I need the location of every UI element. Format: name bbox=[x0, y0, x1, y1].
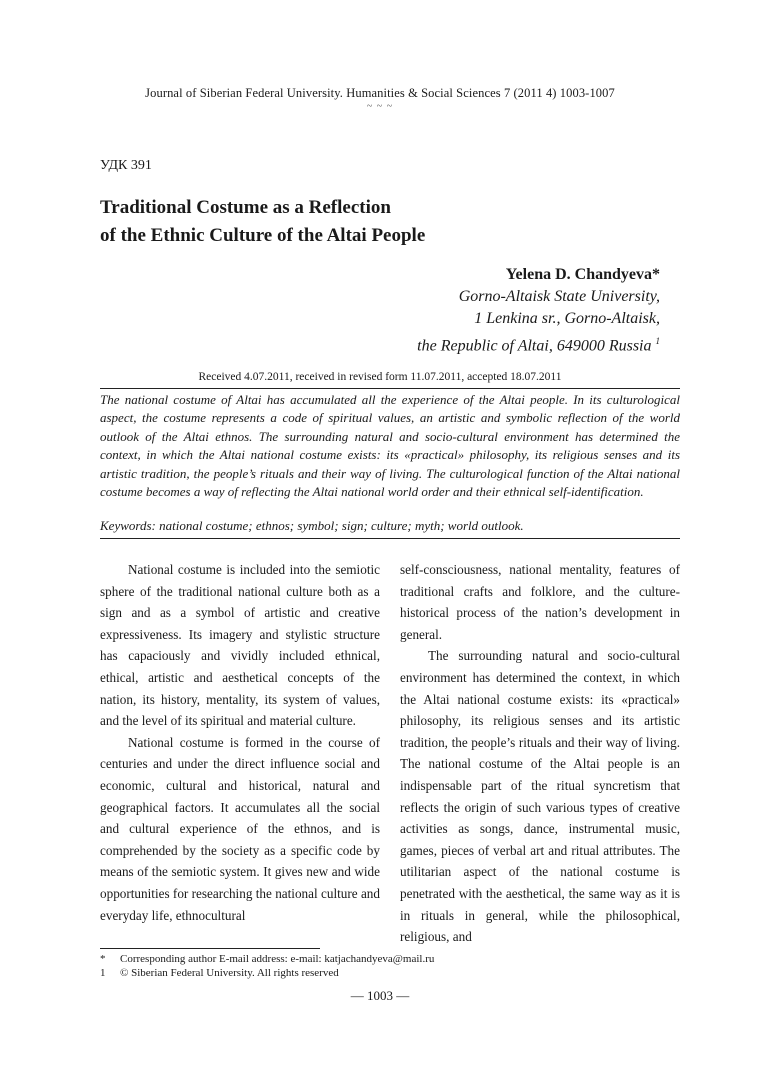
abstract-top-rule bbox=[100, 388, 680, 389]
author-block bbox=[417, 264, 660, 357]
header-ornament: ~ ~ ~ bbox=[366, 101, 394, 112]
udk-code: УДК 391 bbox=[100, 158, 152, 173]
abstract-bottom-rule bbox=[100, 538, 680, 539]
body-column-right bbox=[400, 559, 680, 948]
keywords: Keywords: national costume; ethnos; symbol; sign; culture; myth; world outlook. bbox=[100, 518, 524, 533]
body-paragraph: National costume is formed in the course of centuries and under the direct influence social and economic, cultural and historical, natural and geographical factors. It accumulates all the social and cultural experience of the ethnos, and is comprehended by the society as a specific code by means of the semiotic system. It gives new and wide opportunities for researching the national culture and everyday life, ethnocultural bbox=[100, 734, 380, 923]
affiliation-line-2: 1 Lenkina sr., Gorno-Altaisk, bbox=[474, 310, 660, 327]
affiliation-line-1: Gorno-Altaisk State University, bbox=[458, 288, 660, 305]
footnote-mark: 1 bbox=[100, 967, 106, 979]
title-line-1: Traditional Costume as a Reflection bbox=[100, 197, 391, 218]
footnote-text: Corresponding author E-mail address: e-mail: katjachandyeva@mail.ru bbox=[120, 953, 435, 965]
body-column-left bbox=[100, 559, 380, 926]
footnote bbox=[100, 952, 434, 966]
article-title bbox=[100, 194, 660, 250]
journal-header: Journal of Siberian Federal University. Humanities & Social Sciences 7 (2011 4) 1003-1007 bbox=[145, 86, 615, 100]
footnote-rule bbox=[100, 948, 320, 949]
received-dates: Received 4.07.2011, received in revised form 11.07.2011, accepted 18.07.2011 bbox=[198, 371, 562, 383]
author-name: Yelena D. Chandyeva* bbox=[505, 266, 660, 283]
title-line-2: of the Ethnic Culture of the Altai People bbox=[100, 225, 426, 246]
affiliation-line-3 bbox=[417, 330, 660, 357]
footnote bbox=[100, 966, 339, 980]
body-paragraph: National costume is included into the semiotic sphere of the traditional national culture both as a sign and as a symbol of artistic and creative expressiveness. Its imagery and stylistic structure has capaciously and vividly included ethnical, ethical, artistic and aesthetical concepts of the nation, its history, mentality, its system of values, and the level of its spiritual and material culture. bbox=[100, 562, 380, 729]
footnote-mark: * bbox=[100, 953, 106, 965]
affiliation-line-3-text: the Republic of Altai, 649000 Russia bbox=[417, 337, 652, 355]
abstract: The national costume of Altai has accumulated all the experience of the Altai people. In its culturological aspect, the costume represents a code of spiritual values, an artistic and symbolic reflection of the world outlook of the Altai ethnos. The surrounding natural and socio-cultural environment has determined the context, in which the Altai national costume exists: its «practical» philosophy, its religious senses and its artistic tradition, the people’s rituals and their way of living. The culturological function of the Altai national costume becomes a way of reflecting the Altai national world order and their ethnical self-identification. bbox=[100, 392, 680, 500]
body-paragraph: The surrounding natural and socio-cultural environment has determined the context, in which the Altai national costume exists: its «practical» philosophy, its religious senses and its artistic tradition, the people’s rituals and their way of living. The national costume of the Altai people is an indispensable part of the ritual syncretism that reflects the origin of such various types of creative activities as songs, dance, instrumental music, games, pieces of verbal art and ritual attributes. The utilitarian aspect of the national costume is penetrated with the aesthetical, the same way as it is in rituals in general, while the philosophical, religious, and bbox=[400, 648, 680, 945]
page-number: — 1003 — bbox=[350, 988, 410, 1003]
affiliation-footnote-mark: 1 bbox=[655, 336, 660, 346]
body-paragraph: self-consciousness, national mentality, features of traditional crafts and folklore, and the culture-historical process of the nation’s development in general. bbox=[400, 562, 680, 642]
footnote-text: © Siberian Federal University. All rights reserved bbox=[120, 967, 339, 979]
